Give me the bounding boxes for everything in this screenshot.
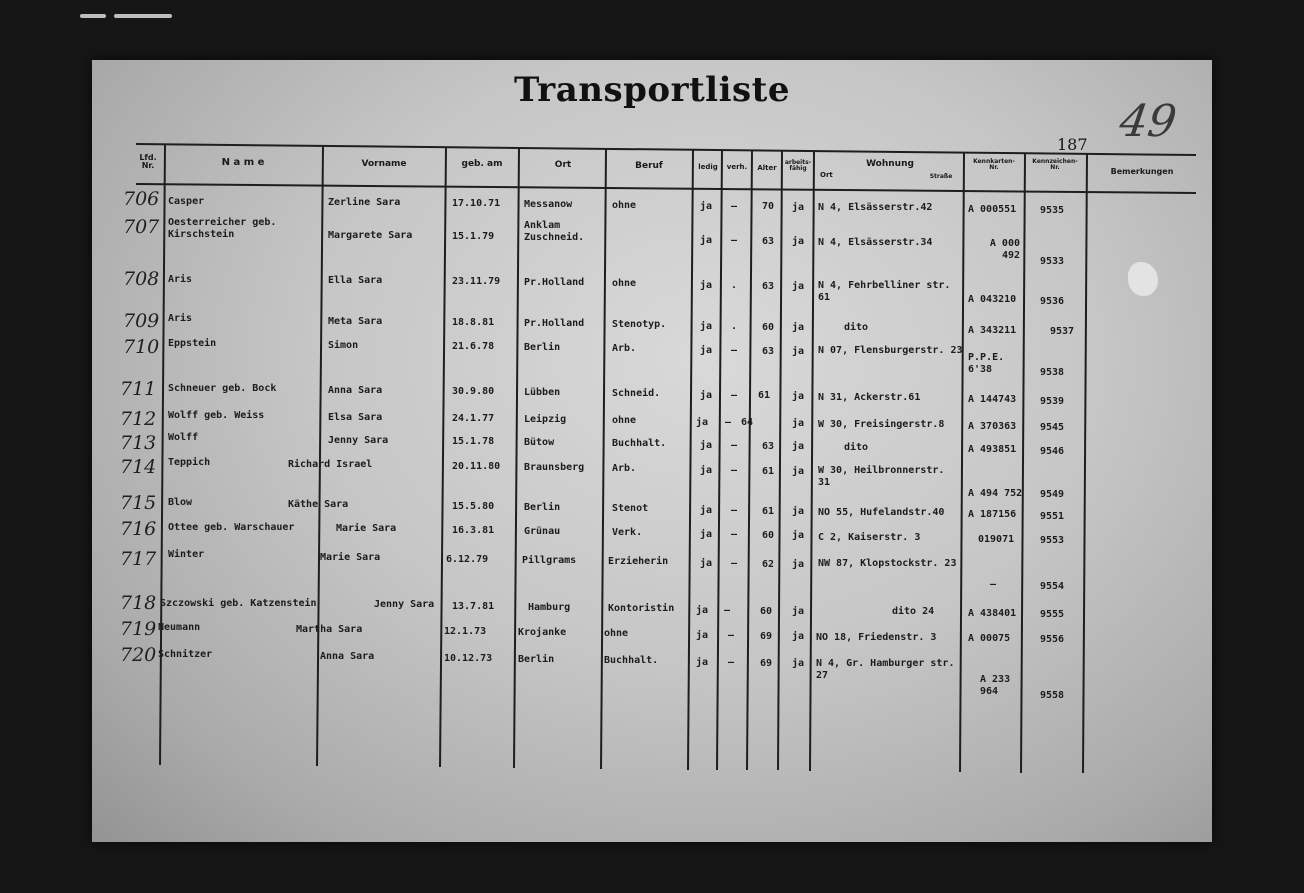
row-lfd-nr: 718: [120, 592, 157, 614]
row-vorname: Zerline Sara: [328, 197, 401, 208]
row-lfd-nr: 715: [120, 492, 157, 514]
row-marking-nr: 9553: [1040, 535, 1065, 546]
row-verh: –: [731, 505, 738, 516]
row-occupation: ohne: [612, 415, 637, 426]
row-age: 62: [762, 559, 775, 570]
row-birthplace: Leipzig: [524, 414, 567, 425]
row-fit-for-work: ja: [792, 658, 805, 669]
row-id-card-nr: A 00075: [968, 633, 1011, 644]
row-name: Casper: [168, 196, 205, 207]
row-birth-date: 10.12.73: [444, 653, 493, 664]
row-birthplace: Grünau: [524, 526, 561, 537]
row-name: Wolff: [168, 432, 199, 443]
row-lfd-nr: 711: [120, 378, 157, 400]
row-birthplace: Pr.Holland: [524, 277, 585, 288]
row-age: 63: [762, 236, 775, 247]
row-ledig: ja: [700, 235, 713, 246]
row-marking-nr: 9535: [1040, 205, 1065, 216]
row-birthplace: Berlin: [524, 502, 561, 513]
row-fit-for-work: ja: [792, 236, 805, 247]
row-marking-nr: 9554: [1040, 581, 1065, 592]
row-name: Blow: [168, 497, 193, 508]
row-vorname: Marie Sara: [336, 523, 397, 534]
header-beruf: Beruf: [635, 161, 663, 171]
row-address: N 07, Flensburgerstr. 23: [818, 345, 963, 356]
row-ledig: ja: [700, 390, 713, 401]
row-vorname: Elsa Sara: [328, 412, 383, 423]
row-id-card-nr: A 000 492: [989, 238, 1020, 261]
row-age: 60: [762, 530, 775, 541]
row-birth-date: 12.1.73: [444, 626, 487, 637]
row-lfd-nr: 712: [120, 408, 157, 430]
row-vorname: Käthe Sara: [288, 499, 349, 510]
row-birth-date: 15.1.79: [452, 231, 495, 242]
header-ledig: ledig: [698, 163, 718, 171]
row-marking-nr: 9555: [1040, 609, 1065, 620]
row-marking-nr: 9538: [1040, 367, 1065, 378]
row-address: N 4, Elsässerstr.42: [818, 202, 933, 213]
handwritten-sheet-number: 49: [1116, 96, 1180, 147]
row-verh: .: [731, 280, 738, 291]
row-address: dito: [844, 442, 869, 453]
row-age: 61: [762, 506, 775, 517]
row-lfd-nr: 706: [123, 188, 160, 210]
row-marking-nr: 9537: [1050, 326, 1075, 337]
row-fit-for-work: ja: [792, 441, 805, 452]
row-id-card-nr: A 494 752: [968, 488, 1023, 499]
row-ledig: ja: [696, 657, 709, 668]
column-rule: [747, 151, 752, 770]
row-marking-nr: 9545: [1040, 422, 1065, 433]
row-birthplace: Bütow: [524, 437, 555, 448]
row-name: Teppich: [168, 457, 211, 468]
row-verh: –: [728, 657, 735, 668]
row-marking-nr: 9536: [1040, 296, 1065, 307]
row-age: 64: [741, 417, 754, 428]
column-rule: [688, 150, 693, 770]
column-rule: [514, 148, 519, 768]
row-address: dito 24: [892, 606, 935, 617]
row-vorname: Anna Sara: [320, 651, 375, 662]
row-birth-date: 23.11.79: [452, 276, 501, 287]
row-name: Aris: [168, 274, 193, 285]
row-ledig: ja: [700, 505, 713, 516]
row-lfd-nr: 709: [123, 310, 160, 332]
row-age: 69: [760, 658, 773, 669]
row-vorname: Jenny Sara: [374, 599, 435, 610]
row-marking-nr: 9539: [1040, 396, 1065, 407]
row-vorname: Martha Sara: [296, 624, 363, 635]
row-birthplace: Krojanke: [518, 627, 567, 638]
row-birth-date: 15.1.78: [452, 436, 495, 447]
header-name: N a m e: [221, 157, 265, 168]
row-age: 63: [762, 441, 775, 452]
row-ledig: ja: [700, 280, 713, 291]
row-birth-date: 15.5.80: [452, 501, 495, 512]
column-rule: [717, 150, 722, 770]
column-rule: [160, 145, 165, 765]
row-name: Schneuer geb. Bock: [168, 383, 277, 394]
row-address: N 4, Elsässerstr.34: [818, 237, 933, 248]
column-rule: [810, 151, 814, 771]
row-id-card-nr: –: [990, 579, 997, 590]
row-occupation: Arb.: [612, 343, 637, 354]
row-vorname: Jenny Sara: [328, 435, 389, 446]
row-vorname: Margarete Sara: [328, 230, 413, 241]
row-address: N 4, Gr. Hamburger str. 27: [816, 658, 955, 681]
row-age: 60: [760, 606, 773, 617]
row-fit-for-work: ja: [792, 631, 805, 642]
row-age: 61: [762, 466, 775, 477]
header-wohnung: Wohnung: [866, 159, 914, 169]
column-rule: [960, 153, 964, 772]
row-vorname: Richard Israel: [288, 459, 373, 470]
row-address: NO 18, Friedenstr. 3: [816, 632, 937, 643]
row-age: 69: [760, 631, 773, 642]
row-birth-date: 20.11.80: [452, 461, 501, 472]
row-fit-for-work: ja: [792, 466, 805, 477]
row-ledig: ja: [700, 465, 713, 476]
row-name: Wolff geb. Weiss: [168, 410, 265, 421]
row-vorname: Marie Sara: [320, 552, 381, 563]
row-address: N 4, Fehrbelliner str. 61: [818, 280, 951, 303]
row-lfd-nr: 708: [123, 268, 160, 290]
row-marking-nr: 9551: [1040, 511, 1065, 522]
header-alter: Alter: [757, 164, 777, 172]
header-strasse: Straße: [929, 173, 953, 180]
row-id-card-nr: P.P.E. 6'38: [968, 352, 1005, 375]
row-fit-for-work: ja: [792, 506, 805, 517]
row-address: W 30, Freisingerstr.8: [818, 419, 945, 430]
row-name: Eppstein: [168, 338, 217, 349]
row-id-card-nr: A 187156: [968, 509, 1017, 520]
row-age: 70: [762, 201, 775, 212]
header-kennzeichen-nr: Kennzeichen- Nr.: [1032, 158, 1078, 172]
row-ledig: ja: [700, 201, 713, 212]
header-geb-am: geb. am: [461, 159, 503, 169]
paper-stain: [1128, 262, 1158, 296]
row-verh: .: [731, 321, 738, 332]
row-occupation: Erzieherin: [608, 556, 669, 567]
film-edge-mark: [114, 14, 172, 18]
column-rule: [440, 147, 446, 767]
row-lfd-nr: 720: [120, 644, 157, 666]
row-id-card-nr: A 493851: [968, 444, 1017, 455]
row-birth-date: 13.7.81: [452, 601, 495, 612]
row-name: Aris: [168, 313, 193, 324]
row-name: Szczowski geb. Katzenstein: [160, 598, 317, 609]
row-id-card-nr: 019071: [978, 534, 1015, 545]
row-lfd-nr: 716: [120, 518, 157, 540]
header-verh: verh.: [726, 163, 748, 171]
row-verh: –: [725, 417, 732, 428]
row-occupation: Stenotyp.: [612, 319, 667, 330]
transport-list-sheet: [92, 60, 1212, 842]
row-birth-date: 6.12.79: [446, 554, 489, 565]
row-marking-nr: 9533: [1040, 256, 1065, 267]
row-ledig: ja: [700, 345, 713, 356]
row-verh: –: [731, 440, 738, 451]
row-address: C 2, Kaiserstr. 3: [818, 532, 921, 543]
row-vorname: Ella Sara: [328, 275, 383, 286]
header-bottom-rule: [136, 184, 1196, 193]
header-kennkarten-nr: Kennkarten- Nr.: [973, 158, 1015, 172]
column-rule: [778, 151, 782, 770]
column-rule: [1021, 153, 1025, 773]
row-lfd-nr: 713: [120, 432, 157, 454]
row-occupation: Verk.: [612, 527, 643, 538]
header-vorname: Vorname: [361, 159, 407, 169]
document-title: Transportliste: [513, 70, 790, 110]
row-id-card-nr: A 000551: [968, 204, 1017, 215]
row-marking-nr: 9556: [1040, 634, 1065, 645]
row-verh: –: [731, 235, 738, 246]
row-birth-date: 17.10.71: [452, 198, 501, 209]
row-occupation: Arb.: [612, 463, 637, 474]
row-fit-for-work: ja: [792, 202, 805, 213]
row-fit-for-work: ja: [792, 322, 805, 333]
row-name: Oesterreicher geb. Kirschstein: [168, 217, 277, 240]
row-lfd-nr: 714: [120, 456, 157, 478]
row-birthplace: Berlin: [524, 342, 561, 353]
row-birth-date: 21.6.78: [452, 341, 495, 352]
row-verh: –: [724, 605, 731, 616]
row-marking-nr: 9558: [1040, 690, 1065, 701]
row-vorname: Anna Sara: [328, 385, 383, 396]
row-ledig: ja: [700, 558, 713, 569]
header-wohnung-ort: Ort: [820, 171, 833, 179]
row-birth-date: 16.3.81: [452, 525, 495, 536]
row-birthplace: Pr.Holland: [524, 318, 585, 329]
header-bemerkungen: Bemerkungen: [1110, 167, 1174, 176]
row-ledig: ja: [696, 630, 709, 641]
row-id-card-nr: A 144743: [968, 394, 1017, 405]
row-name: Winter: [168, 549, 205, 560]
row-birthplace: Lübben: [524, 387, 561, 398]
row-lfd-nr: 719: [120, 618, 157, 640]
row-birth-date: 30.9.80: [452, 386, 495, 397]
column-rule: [1083, 154, 1087, 773]
row-birthplace: Braunsberg: [524, 462, 585, 473]
row-lfd-nr: 717: [120, 548, 157, 570]
row-fit-for-work: ja: [792, 391, 805, 402]
row-fit-for-work: ja: [792, 606, 805, 617]
row-address: N 31, Ackerstr.61: [818, 392, 921, 403]
row-verh: –: [731, 345, 738, 356]
row-address: W 30, Heilbronnerstr. 31: [818, 465, 945, 488]
row-id-card-nr: A 438401: [968, 608, 1017, 619]
row-birthplace: Messanow: [524, 199, 573, 210]
row-id-card-nr: A 343211: [968, 325, 1017, 336]
row-fit-for-work: ja: [792, 418, 805, 429]
header-ort: Ort: [554, 160, 572, 170]
row-vorname: Simon: [328, 340, 359, 351]
row-verh: –: [731, 529, 738, 540]
row-occupation: ohne: [612, 278, 637, 289]
row-verh: –: [731, 558, 738, 569]
header-arbeitsfaehig: arbeits- fähig: [784, 159, 812, 173]
row-address: NW 87, Klopstockstr. 23: [818, 558, 957, 569]
row-fit-for-work: ja: [792, 530, 805, 541]
row-age: 63: [762, 346, 775, 357]
row-name: Ottee geb. Warschauer: [168, 522, 295, 533]
row-birthplace: Hamburg: [528, 602, 571, 613]
row-lfd-nr: 707: [123, 216, 160, 238]
row-ledig: ja: [700, 321, 713, 332]
row-name: Neumann: [158, 622, 201, 633]
row-fit-for-work: ja: [792, 559, 805, 570]
row-birth-date: 24.1.77: [452, 413, 495, 424]
row-fit-for-work: ja: [792, 346, 805, 357]
row-occupation: Kontoristin: [608, 603, 675, 614]
header-top-rule: [136, 144, 1196, 155]
row-occupation: Buchhalt.: [612, 438, 667, 449]
row-ledig: ja: [700, 529, 713, 540]
row-vorname: Meta Sara: [328, 316, 383, 327]
row-occupation: ohne: [604, 628, 629, 639]
row-occupation: Buchhalt.: [604, 655, 659, 666]
film-edge-mark: [80, 14, 106, 18]
row-age: 63: [762, 281, 775, 292]
row-marking-nr: 9549: [1040, 489, 1065, 500]
row-age: 60: [762, 322, 775, 333]
row-birthplace: Pillgrams: [522, 555, 577, 566]
row-ledig: ja: [700, 440, 713, 451]
row-id-card-nr: A 043210: [968, 294, 1017, 305]
row-verh: –: [728, 630, 735, 641]
row-ledig: ja: [696, 417, 709, 428]
row-occupation: Schneid.: [612, 388, 661, 399]
row-birthplace: Anklam Zuschneid.: [524, 220, 585, 243]
row-id-card-nr: A 370363: [968, 421, 1017, 432]
row-birth-date: 18.8.81: [452, 317, 495, 328]
row-verh: –: [731, 465, 738, 476]
row-fit-for-work: ja: [792, 281, 805, 292]
row-name: Schnitzer: [158, 649, 213, 660]
row-verh: –: [731, 201, 738, 212]
row-age: 61: [758, 390, 771, 401]
row-birthplace: Berlin: [518, 654, 555, 665]
header-lfd-nr: Lfd. Nr.: [139, 153, 157, 171]
row-occupation: Stenot: [612, 503, 649, 514]
row-address: dito: [844, 322, 869, 333]
row-address: NO 55, Hufelandstr.40: [818, 507, 945, 518]
row-id-card-nr: A 233 964: [980, 674, 1011, 697]
row-marking-nr: 9546: [1040, 446, 1065, 457]
row-occupation: ohne: [612, 200, 637, 211]
row-lfd-nr: 710: [123, 336, 160, 358]
row-verh: –: [731, 390, 738, 401]
row-ledig: ja: [696, 605, 709, 616]
page-number: 187: [1057, 135, 1088, 154]
